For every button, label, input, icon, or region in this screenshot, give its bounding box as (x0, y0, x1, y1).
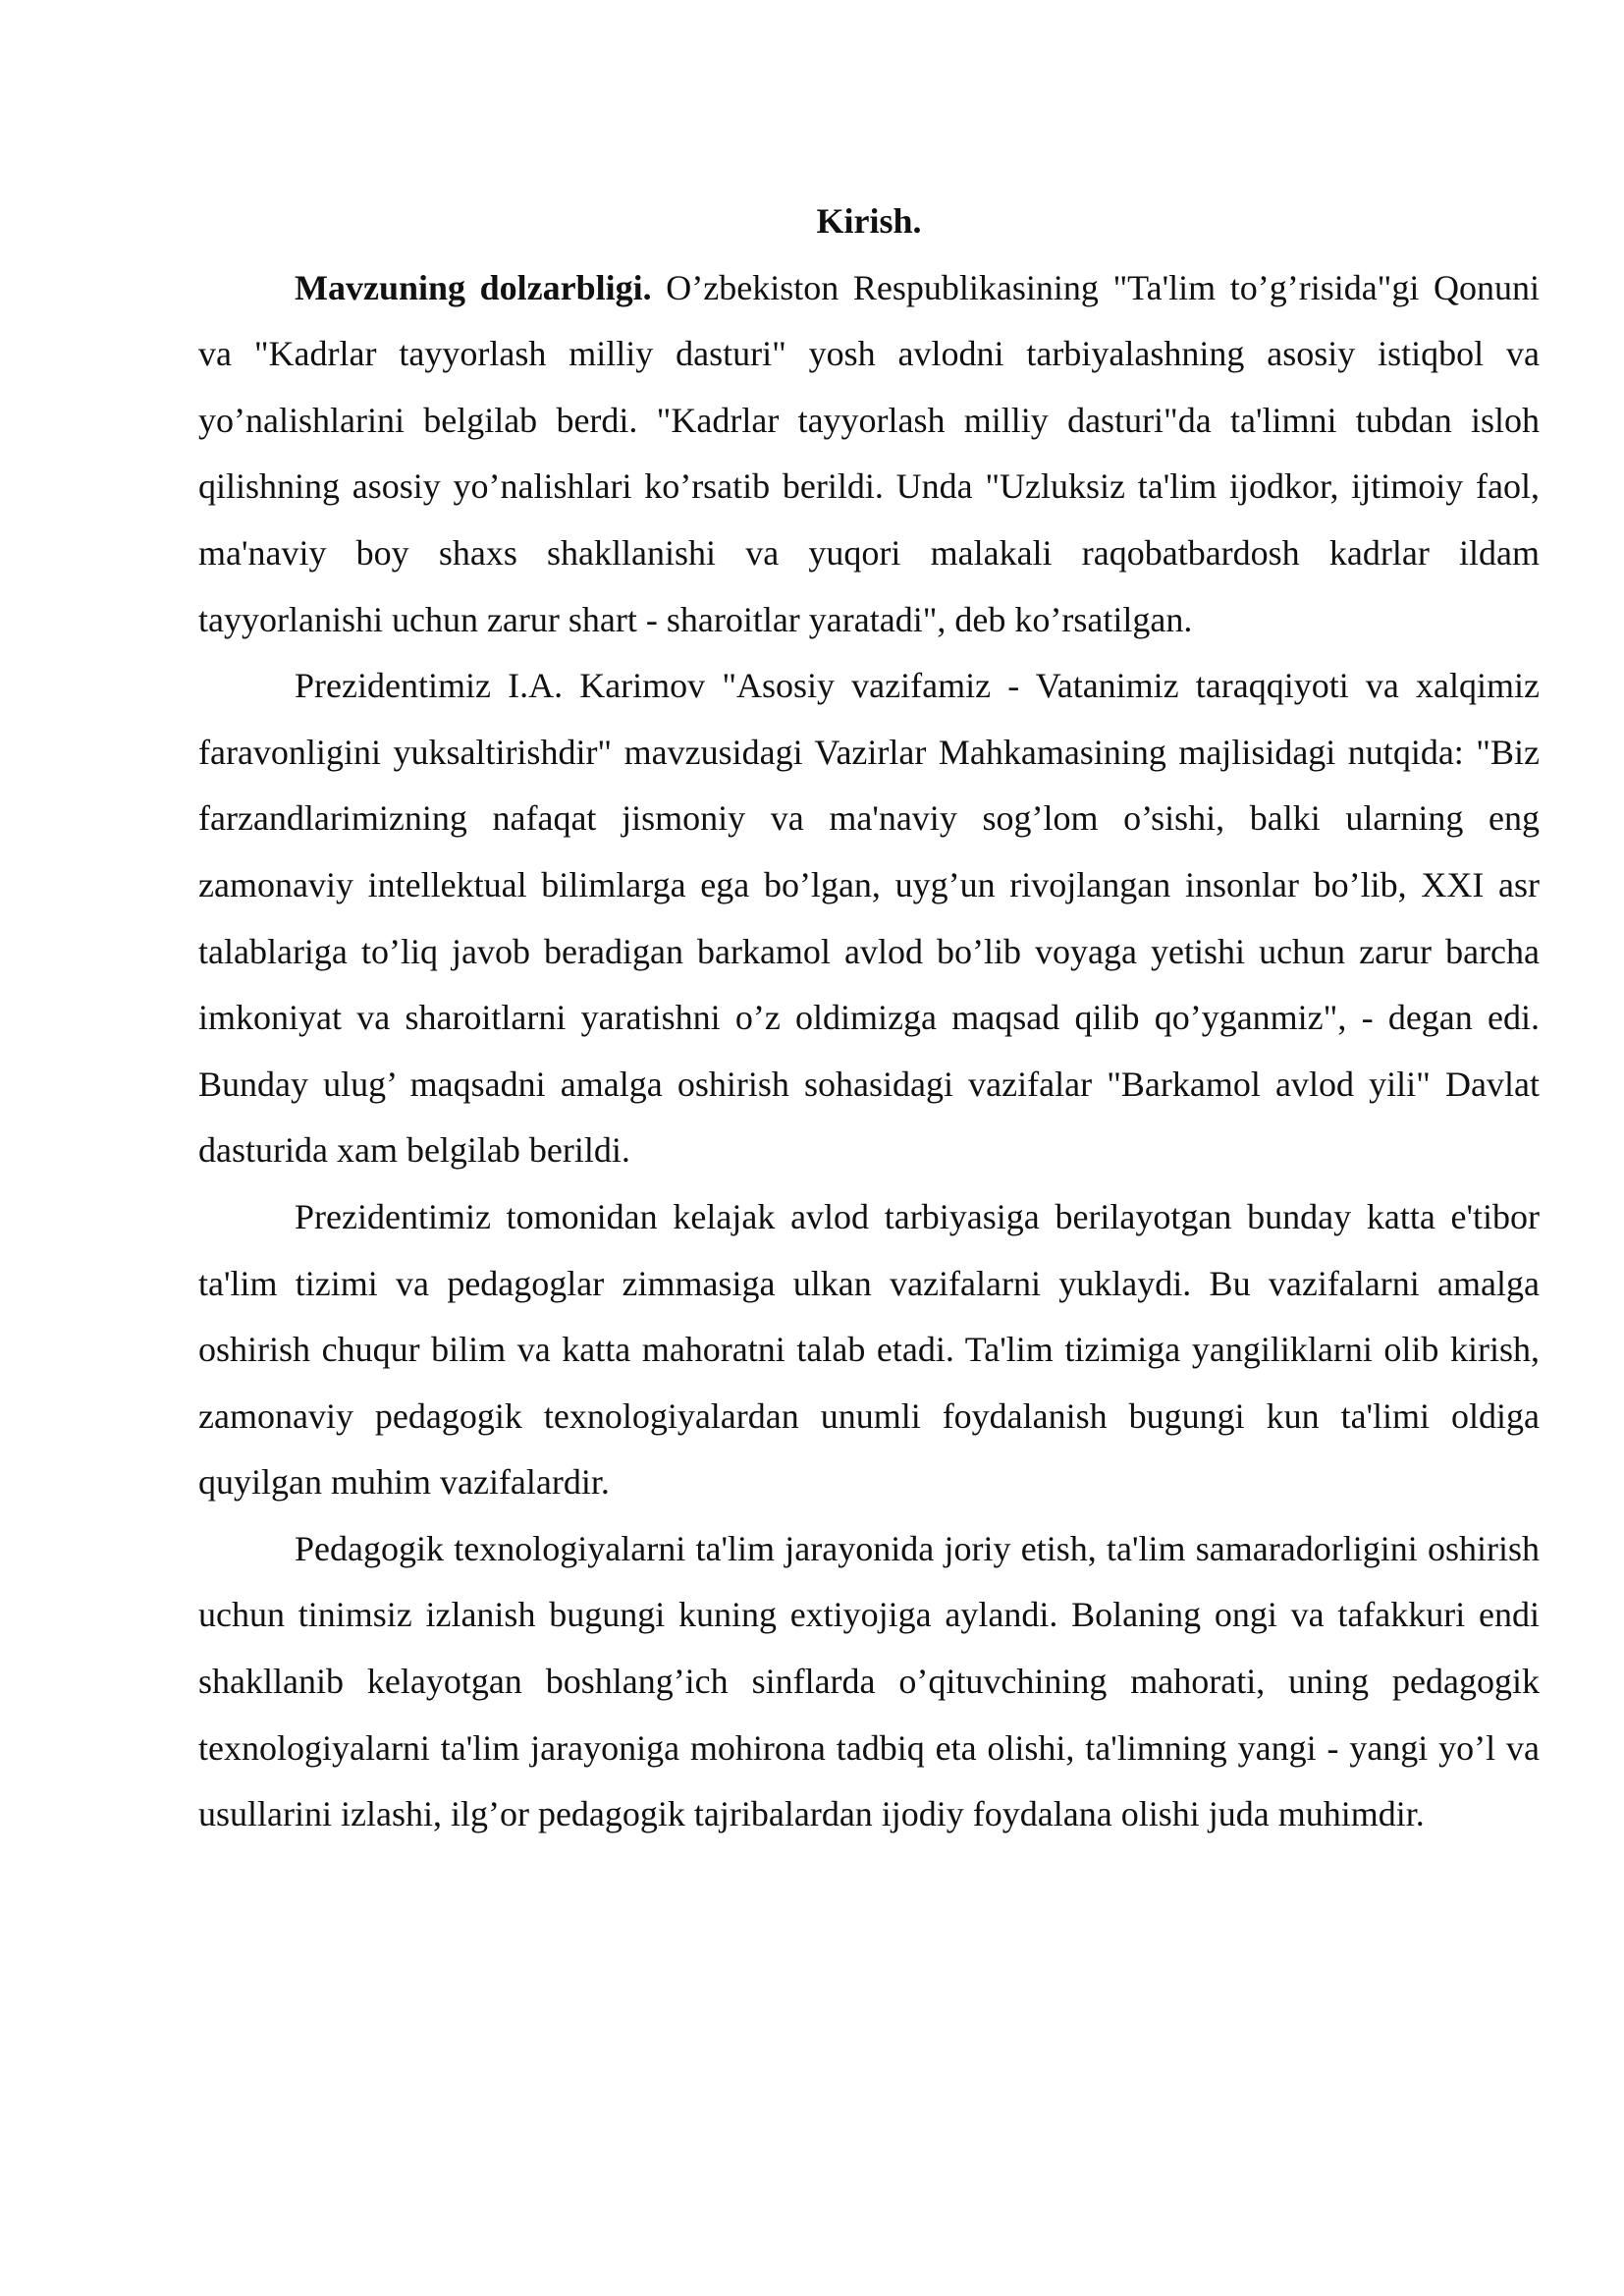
paragraph-4: Pedagogik texnologiyalarni ta'lim jarayonida joriy etish, ta'lim samaradorligini oshirish uchun tinimsiz izlanish bugungi kuning extiyojiga aylandi. Bolaning ongi va tafakkuri endi shakllanib kelayotgan boshlang’ich sinflarda o’qituvchining mahorati, uning pedagogik texnologiyalarni ta'lim jarayoniga mohirona tadbiq eta olishi, ta'limning yangi - yangi yo’l va usullarini izlashi, ilg’or pedagogik tajribalardan ijodiy foydalana olishi juda muhimdir. (198, 1528, 1540, 1834)
paragraph-1-text: O’zbekiston Respublikasining "Ta'lim to’g’risida"gi Qonuni va "Kadrlar tayyorlash milliy dasturi" yosh avlodni tarbiyalashning asosiy istiqbol va yo’nalishlarini belgilab berdi. "Kadrlar tayyorlash milliy dasturi"da ta'limni tubdan isloh qilishning asosiy yo’nalishlari ko’rsatib berildi. Unda "Uzluksiz ta'lim ijodkor, ijtimoiy faol, ma'naviy boy shaxs shakllanishi va yuqori malakali raqobatbardosh kadrlar ildam tayyorlanishi uchun zarur shart - sharoitlar yaratadi", deb ko’rsatilgan. (198, 267, 1540, 639)
paragraph-2: Prezidentimiz I.A. Karimov "Asosiy vazifamiz - Vatanimiz taraqqiyoti va xalqimiz faravonligini yuksaltirishdir" mavzusidagi Vazirlar Mahkamasining majlisidagi nutqida: "Biz farzandlarimizning nafaqat jismoniy va ma'naviy sog’lom o’sishi, balki ularning eng zamonaviy intellektual bilimlarga ega bo’lgan, uyg’un rivojlangan insonlar bo’lib, XXI asr talablariga to’liq javob beradigan barkamol avlod bo’lib voyaga yetishi uchun zarur barcha imkoniyat va sharoitlarni yaratishni o’z oldimizga maqsad qilib qo’yganmiz", - degan edi. Bunday ulug’ maqsadni amalga oshirish sohasidagi vazifalar "Barkamol avlod yili" Davlat dasturida xam belgilab berildi. (198, 666, 1540, 1171)
paragraph-1 (198, 255, 1540, 654)
paragraph-3: Prezidentimiz tomonidan kelajak avlod tarbiyasiga berilayotgan bunday katta e'tibor ta'lim tizimi va pedagoglar zimmasiga ulkan vazifalarni yuklaydi. Bu vazifalarni amalga oshirish chuqur bilim va katta mahoratni talab etadi. Ta'lim tizimiga yangiliklarni olib kirish, zamonaviy pedagogik texnologiyalardan unumli foydalanish bugungi kun ta'limi oldiga quyilgan muhim vazifalardir. (198, 1196, 1540, 1503)
paragraph-1-lead: Mavzuning dolzarbligi. (295, 267, 652, 307)
document-page (198, 189, 1540, 1848)
document-title: Kirish. (816, 201, 922, 241)
